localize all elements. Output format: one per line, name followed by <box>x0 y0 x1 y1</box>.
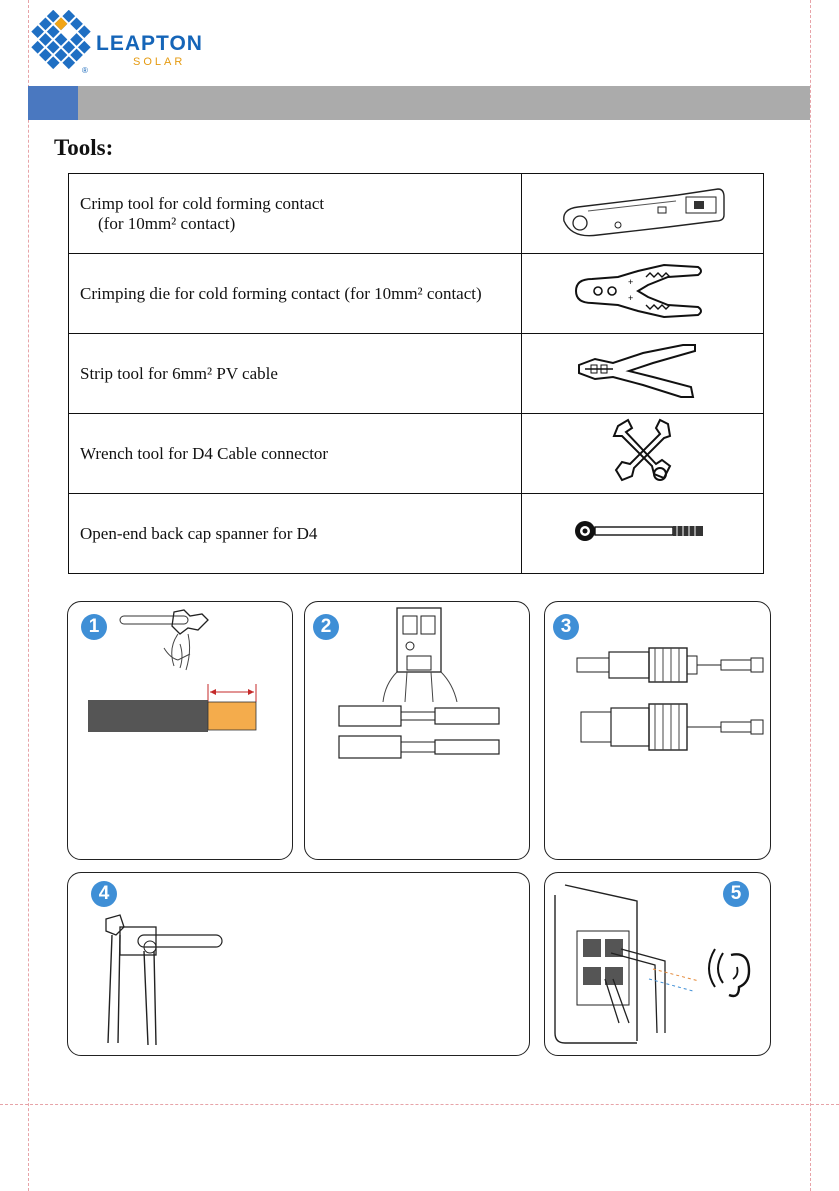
strip-tool-in-hand-icon <box>118 608 248 674</box>
cap-spanner-icon <box>573 516 713 546</box>
step-panel-2 <box>304 601 530 860</box>
tool-picture <box>522 334 764 414</box>
contact-crimp-diagram <box>335 704 505 764</box>
tool-picture <box>522 494 764 574</box>
step-number-badge: 5 <box>723 881 749 907</box>
step-number-badge: 4 <box>91 881 117 907</box>
section-title: Tools: <box>54 135 114 160</box>
trim-mark-bottom <box>0 1104 839 1105</box>
tool-description <box>69 494 522 574</box>
step-panel-1 <box>67 601 293 860</box>
tool-description <box>69 254 522 334</box>
registered-mark: ® <box>82 66 88 75</box>
tool-picture <box>522 414 764 494</box>
tool-name: Wrench tool for D4 Cable connector <box>80 443 329 463</box>
tool-picture <box>522 174 764 254</box>
wrench-tool-icon <box>608 416 678 486</box>
tool-name: Crimping die for cold forming contact (for 10mm² contact) <box>80 283 482 303</box>
step-number-badge: 3 <box>553 614 579 640</box>
tool-row <box>69 254 764 334</box>
tool-description <box>69 414 522 494</box>
brand-sub: SOLAR <box>133 56 186 68</box>
tool-description <box>69 174 522 254</box>
inverter-connection-diagram <box>553 883 765 1053</box>
step-number-badge: 1 <box>81 614 107 640</box>
step-panel-5 <box>544 872 771 1056</box>
tool-spec: (for 10mm² contact) <box>98 213 236 233</box>
header-band-accent <box>28 86 78 120</box>
tool-row <box>69 334 764 414</box>
step-number-badge: 2 <box>313 614 339 640</box>
trim-mark-right <box>810 0 811 1191</box>
tool-picture <box>522 254 764 334</box>
tool-row <box>69 174 764 254</box>
svg-text:+: + <box>627 293 633 303</box>
wrench-tightening-icon <box>98 913 228 1048</box>
tool-name: Crimp tool for cold forming contact <box>80 193 325 213</box>
tool-name: Open-end back cap spanner for D4 <box>80 523 318 543</box>
tool-name: Strip tool for 6mm² PV cable <box>80 363 278 383</box>
header-band <box>28 86 810 120</box>
step-panel-3 <box>544 601 771 860</box>
tool-description <box>69 334 522 414</box>
svg-text:+: + <box>627 277 633 287</box>
tool-row <box>69 494 764 574</box>
connector-assembly-diagram <box>575 646 765 756</box>
crimp-tool-icon <box>558 181 728 241</box>
crimp-tool-in-hand-icon <box>377 606 467 702</box>
trim-mark-left <box>28 0 29 1191</box>
brand-name: LEAPTON <box>96 32 203 55</box>
step-panel-4 <box>67 872 530 1056</box>
stripped-cable-diagram <box>86 682 266 737</box>
crimping-die-icon <box>568 261 718 321</box>
tools-table <box>68 173 764 574</box>
strip-tool-icon <box>573 339 713 403</box>
tool-row <box>69 414 764 494</box>
